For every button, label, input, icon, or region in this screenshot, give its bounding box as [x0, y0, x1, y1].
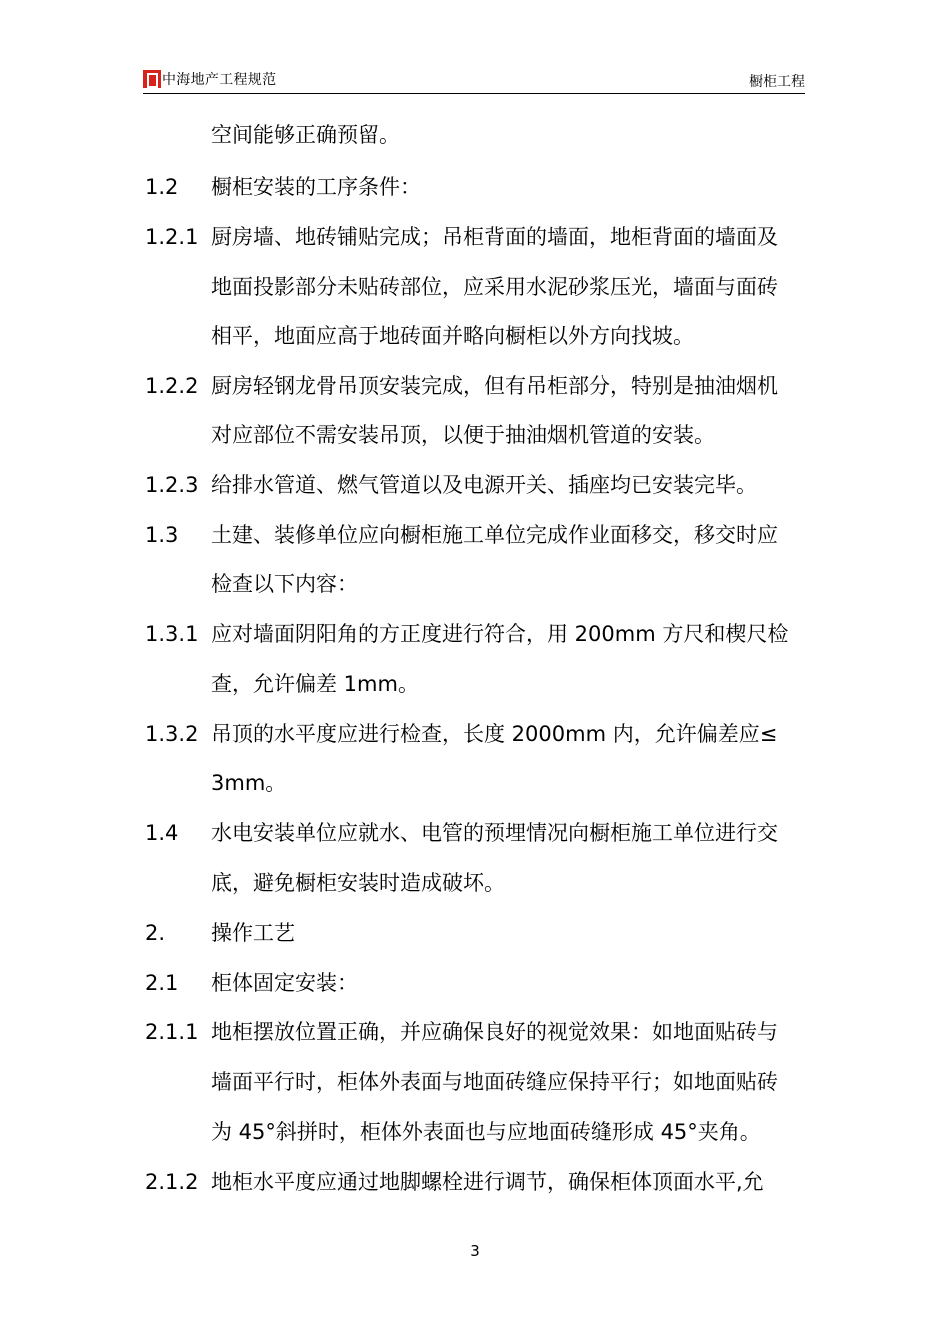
clause-text: 橱柜安装的工序条件： — [211, 175, 421, 199]
clause-number: 1.2.2 — [145, 374, 199, 398]
clause-text: 相平，地面应高于地砖面并略向橱柜以外方向找坡。 — [211, 324, 694, 348]
clause-text: 操作工艺 — [211, 921, 295, 945]
clause-text: 厨房轻钢龙骨吊顶安装完成，但有吊柜部分，特别是抽油烟机 — [211, 374, 778, 398]
clause-text: 地柜摆放位置正确，并应确保良好的视觉效果：如地面贴砖与 — [211, 1020, 778, 1044]
clause-number: 1.2.3 — [145, 473, 199, 497]
clause-number: 1.3.2 — [145, 722, 199, 746]
clause-text: 墙面平行时，柜体外表面与地面砖缝应保持平行；如地面贴砖 — [211, 1070, 778, 1094]
clause-number: 1.2.1 — [145, 225, 199, 249]
clause-text: 土建、装修单位应向橱柜施工单位完成作业面移交，移交时应 — [211, 523, 778, 547]
clause-text: 地面投影部分未贴砖部位，应采用水泥砂浆压光，墙面与面砖 — [211, 275, 778, 299]
logo-icon — [143, 70, 161, 88]
clause-number: 1.3 — [145, 523, 179, 547]
clause-text: 查，允许偏差 1mm。 — [211, 672, 419, 696]
clause-text: 地柜水平度应通过地脚螺栓进行调节，确保柜体顶面水平,允 — [211, 1170, 764, 1194]
header-divider — [143, 93, 805, 94]
clause-number: 1.2 — [145, 175, 179, 199]
clause-text: 厨房墙、地砖铺贴完成；吊柜背面的墙面，地柜背面的墙面及 — [211, 225, 778, 249]
company-logo — [143, 69, 276, 89]
clause-text: 底，避免橱柜安装时造成破坏。 — [211, 871, 505, 895]
clause-text: 水电安装单位应就水、电管的预埋情况向橱柜施工单位进行交 — [211, 821, 778, 845]
clause-number: 2.1.2 — [145, 1170, 199, 1194]
clause-number: 1.3.1 — [145, 622, 199, 646]
clause-text: 柜体固定安装： — [211, 971, 358, 995]
clause-text: 为 45°斜拼时，柜体外表面也与应地面砖缝形成 45°夹角。 — [211, 1120, 761, 1144]
clause-text: 空间能够正确预留。 — [211, 123, 400, 147]
clause-text: 给排水管道、燃气管道以及电源开关、插座均已安装完毕。 — [211, 473, 757, 497]
clause-number: 1.4 — [145, 821, 179, 845]
page-number: 3 — [470, 1242, 480, 1260]
clause-number: 2.1.1 — [145, 1020, 199, 1044]
page-header — [143, 64, 805, 94]
clause-number: 2. — [145, 921, 166, 945]
logo-text: 中海地产工程规范 — [162, 72, 277, 88]
clause-text: 3mm。 — [211, 771, 287, 795]
clause-text: 检查以下内容： — [211, 572, 358, 596]
section-title: 橱柜工程 — [749, 74, 805, 90]
clause-text: 吊顶的水平度应进行检查，长度 2000mm 内，允许偏差应≤ — [211, 722, 778, 746]
clause-number: 2.1 — [145, 971, 179, 995]
clause-text: 对应部位不需安装吊顶，以便于抽油烟机管道的安装。 — [211, 423, 715, 447]
clause-text: 应对墙面阴阳角的方正度进行符合，用 200mm 方尺和楔尺检 — [211, 622, 789, 646]
